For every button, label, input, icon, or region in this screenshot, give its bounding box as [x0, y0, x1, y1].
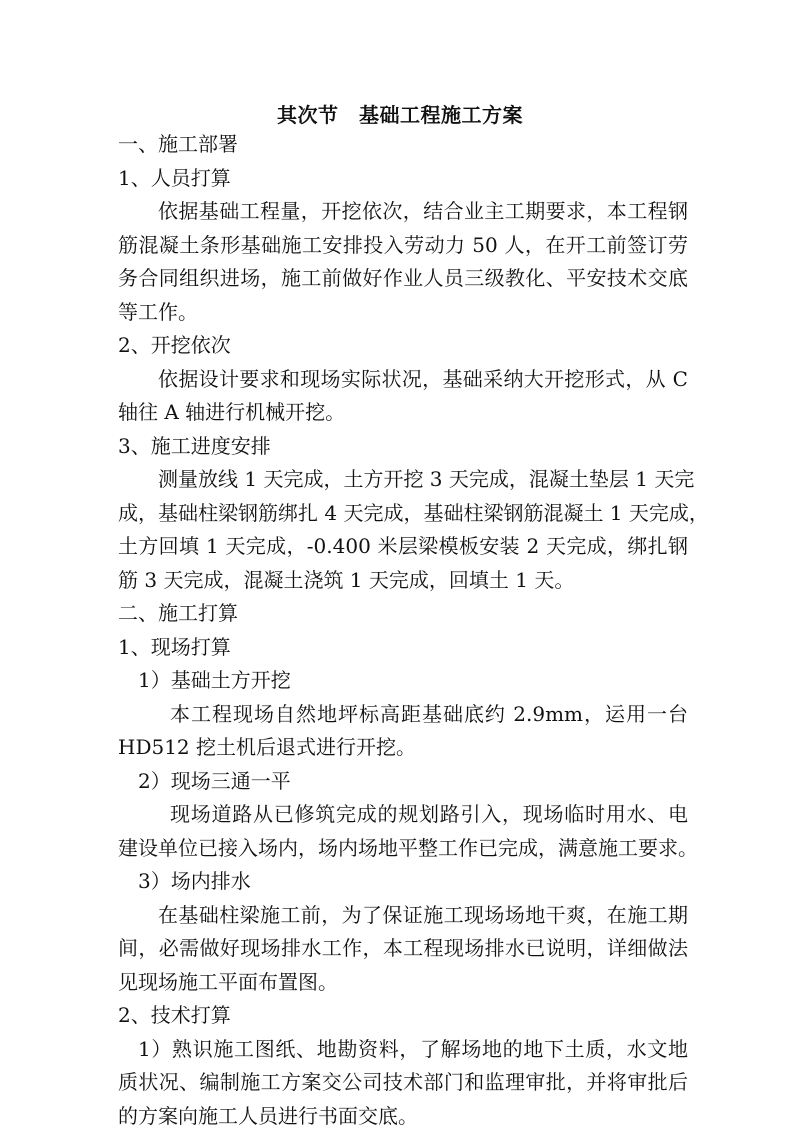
subheading-technical-preparation: 2、技术打算 [118, 999, 688, 1033]
paragraph-line: 本工程现场自然地坪标高距基础底约 2.9mm，运用一台 [118, 698, 688, 732]
paragraph-line: 建设单位已接入场内，场内场地平整工作已完成，满意施工要求。 [118, 832, 688, 866]
paragraph-line: 土方回填 1 天完成，-0.400 米层梁模板安装 2 天完成，绑扎钢 [118, 530, 688, 564]
paragraph-line: 在基础柱梁施工前，为了保证施工现场场地干爽，在施工期 [118, 899, 688, 933]
paragraph-line: 依据设计要求和现场实际状况，基础采纳大开挖形式，从 C [118, 363, 688, 397]
paragraph-line: 质状况、编制施工方案交公司技术部门和监理审批，并将审批后 [118, 1066, 688, 1100]
subheading-earthwork-excavation: 1）基础土方开挖 [118, 664, 688, 698]
subheading-drainage: 3）场内排水 [118, 865, 688, 899]
paragraph-line: 现场道路从已修筑完成的规划路引入，现场临时用水、电 [118, 798, 688, 832]
subheading-personnel-preparation: 1、人员打算 [118, 162, 688, 196]
section-heading-deployment: 一、施工部署 [118, 128, 688, 162]
paragraph-line: 1）熟识施工图纸、地勘资料，了解场地的地下土质，水文地 [118, 1033, 688, 1067]
subheading-schedule: 3、施工进度安排 [118, 430, 688, 464]
subheading-three-connections: 2）现场三通一平 [118, 765, 688, 799]
paragraph-line: HD512 挖土机后退式进行开挖。 [118, 731, 688, 765]
paragraph-line: 轴往 A 轴进行机械开挖。 [118, 396, 688, 430]
paragraph-line: 测量放线 1 天完成，土方开挖 3 天完成，混凝土垫层 1 天完 [118, 463, 688, 497]
paragraph-line: 依据基础工程量，开挖依次，结合业主工期要求，本工程钢 [118, 195, 688, 229]
paragraph-line: 的方案向施工人员进行书面交底。 [118, 1100, 688, 1133]
paragraph-line: 见现场施工平面布置图。 [118, 966, 688, 1000]
subheading-site-preparation: 1、现场打算 [118, 631, 688, 665]
section-heading-preparation: 二、施工打算 [118, 597, 688, 631]
page-title: 其次节 基础工程施工方案 [0, 98, 800, 132]
subheading-excavation-order: 2、开挖依次 [118, 329, 688, 363]
paragraph-line: 务合同组织进场，施工前做好作业人员三级教化、平安技术交底 [118, 262, 688, 296]
paragraph-line: 成，基础柱梁钢筋绑扎 4 天完成，基础柱梁钢筋混凝土 1 天完成， [118, 497, 688, 531]
paragraph-line: 间，必需做好现场排水工作，本工程现场排水已说明，详细做法 [118, 932, 688, 966]
paragraph-line: 筋混凝土条形基础施工安排投入劳动力 50 人，在开工前签订劳 [118, 229, 688, 263]
paragraph-line: 等工作。 [118, 296, 688, 330]
document-body [118, 128, 688, 1133]
paragraph-line: 筋 3 天完成，混凝土浇筑 1 天完成，回填土 1 天。 [118, 564, 688, 598]
